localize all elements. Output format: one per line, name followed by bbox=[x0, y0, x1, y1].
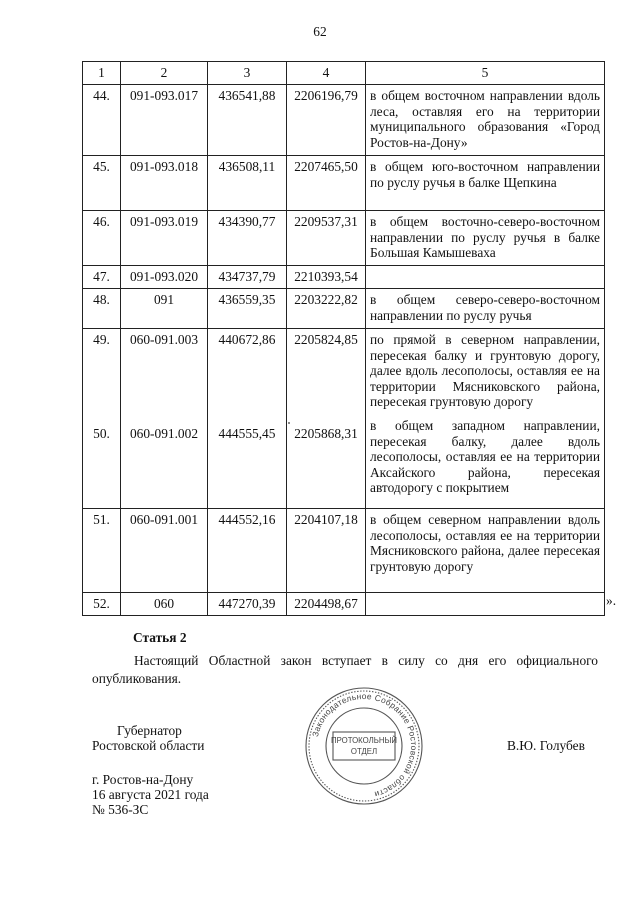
table-row bbox=[83, 509, 605, 593]
boundary-description: в общем западном направлении, пересекая балку, далее вдоль лесополосы, оставляя ее на территории Аксайского района, пересекая автодорогу с покрытием bbox=[370, 417, 600, 496]
header-cell: 4 bbox=[287, 62, 366, 85]
x-coordinate: 436508,11 bbox=[208, 156, 287, 211]
y-coordinate: 2204107,18 bbox=[287, 509, 366, 593]
table-row bbox=[83, 289, 605, 329]
boundary-description bbox=[366, 593, 605, 616]
point-code: 060 bbox=[121, 593, 208, 616]
y-coordinate: 2204498,67 bbox=[287, 593, 366, 616]
boundary-description: в общем восточном направлении вдоль леса, оставляя его на территории муниципального образования «Город Ростов-на-Дону» bbox=[366, 85, 605, 156]
table-row bbox=[83, 85, 605, 156]
seal-ring-text: Законодательное Собрание Ростовской области bbox=[309, 690, 420, 800]
boundary-description: в общем юго-восточном направлении по руслу ручья в балке Щепкина bbox=[366, 156, 605, 211]
boundary-description-group bbox=[366, 329, 605, 509]
boundary-description bbox=[366, 266, 605, 289]
x-coordinate: 447270,39 bbox=[208, 593, 287, 616]
row-number: 46. bbox=[83, 211, 121, 266]
signatory-position-line1: Губернатор bbox=[117, 723, 182, 738]
spacer bbox=[212, 348, 282, 426]
y-coordinate: 2209537,31 bbox=[287, 211, 366, 266]
article-title: Статья 2 bbox=[133, 630, 187, 645]
table-row bbox=[83, 593, 605, 616]
point-code: 091-093.019 bbox=[121, 211, 208, 266]
scan-speck bbox=[288, 422, 290, 424]
signing-date: 16 августа 2021 года bbox=[92, 787, 209, 802]
point-code: 091-093.018 bbox=[121, 156, 208, 211]
spacer bbox=[291, 348, 361, 426]
table-row bbox=[83, 266, 605, 289]
coordinates-table bbox=[82, 61, 605, 616]
point-code: 091 bbox=[121, 289, 208, 329]
row-number: 44. bbox=[83, 85, 121, 156]
boundary-description: в общем северном направлении вдоль лесополосы, оставляя ее на территории Мясниковского района, далее пересекая грунтовую дорогу bbox=[366, 509, 605, 593]
page-number: 62 bbox=[313, 24, 327, 39]
x-coordinate: 436559,35 bbox=[208, 289, 287, 329]
row-number-group bbox=[83, 329, 121, 509]
place-of-signing: г. Ростов-на-Дону bbox=[92, 772, 194, 787]
y-coordinate: 2206196,79 bbox=[287, 85, 366, 156]
table-row bbox=[83, 156, 605, 211]
header-cell: 3 bbox=[208, 62, 287, 85]
row-number: 48. bbox=[83, 289, 121, 329]
point-code: 060-091.002 bbox=[129, 425, 199, 441]
y-coordinate: 2205824,85 bbox=[294, 332, 358, 347]
point-code: 060-091.001 bbox=[121, 509, 208, 593]
point-code: 091-093.020 bbox=[121, 266, 208, 289]
seal-center-line2: ОТДЕЛ bbox=[350, 747, 378, 756]
signatory-position-line2: Ростовской области bbox=[92, 738, 205, 753]
header-cell: 5 bbox=[366, 62, 605, 85]
boundary-description: по прямой в северном направлении, пересекая балку и грунтовую дорогу, далее вдоль лесополосы, оставляя ее на территории Мясниковского района, пересекая грунтовую дорогу bbox=[370, 332, 600, 410]
y-coordinate: 2203222,82 bbox=[287, 289, 366, 329]
x-coordinate: 444555,45 bbox=[218, 425, 276, 441]
official-seal-stamp bbox=[302, 684, 426, 808]
point-code: 060-091.003 bbox=[129, 332, 199, 347]
spacer bbox=[125, 348, 203, 426]
seal-center-line1: ПРОТОКОЛЬНЫЙ bbox=[331, 736, 397, 745]
table-header-row bbox=[83, 62, 605, 85]
y-coordinate: 2207465,50 bbox=[287, 156, 366, 211]
header-cell: 1 bbox=[83, 62, 121, 85]
y-coordinate: 2205868,31 bbox=[294, 425, 358, 441]
point-code: 091-093.017 bbox=[121, 85, 208, 156]
law-number: № 536-ЗС bbox=[92, 802, 149, 817]
table-row bbox=[83, 329, 605, 509]
header-cell: 2 bbox=[121, 62, 208, 85]
spacer bbox=[87, 348, 116, 426]
row-number: 51. bbox=[83, 509, 121, 593]
y-coordinate-group bbox=[287, 329, 366, 509]
boundary-description: в общем восточно-северо-восточном направлении по руслу ручья в балке Большая Камышеваха bbox=[366, 211, 605, 266]
x-coordinate: 434737,79 bbox=[208, 266, 287, 289]
x-coordinate: 434390,77 bbox=[208, 211, 287, 266]
y-coordinate: 2210393,54 bbox=[287, 266, 366, 289]
row-number: 45. bbox=[83, 156, 121, 211]
spacer bbox=[370, 410, 600, 418]
signatory-name: В.Ю. Голубев bbox=[507, 738, 585, 753]
row-number: 49. bbox=[93, 332, 110, 347]
row-number: 52. bbox=[83, 593, 121, 616]
row-number: 50. bbox=[93, 425, 110, 441]
boundary-description: в общем северо-северо-восточном направлении по руслу ручья bbox=[366, 289, 605, 329]
closing-quote: ». bbox=[606, 593, 617, 608]
x-coordinate: 440672,86 bbox=[218, 332, 276, 347]
table-row bbox=[83, 211, 605, 266]
point-code-group bbox=[121, 329, 208, 509]
x-coordinate-group bbox=[208, 329, 287, 509]
article-text: Настоящий Областной закон вступает в силу со дня его официального опубликования. bbox=[92, 653, 598, 686]
x-coordinate: 436541,88 bbox=[208, 85, 287, 156]
row-number: 47. bbox=[83, 266, 121, 289]
x-coordinate: 444552,16 bbox=[208, 509, 287, 593]
